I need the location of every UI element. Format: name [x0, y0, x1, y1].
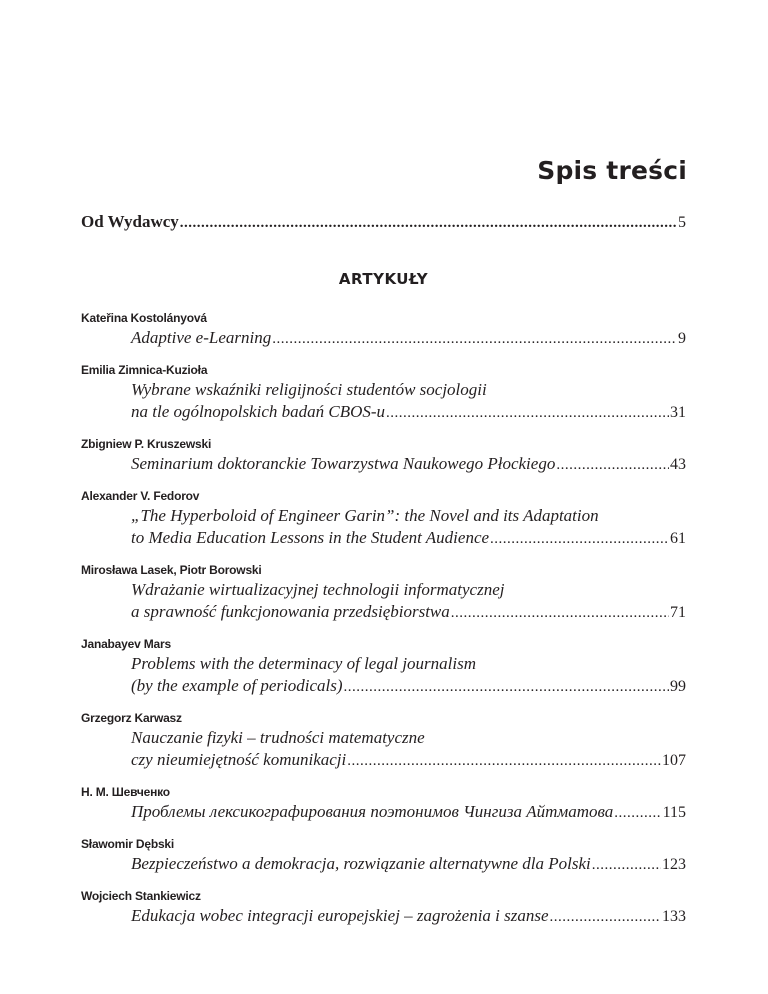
toc-entry[interactable] [81, 835, 686, 876]
toc-title-line: czy nieumiejętność komunikacji [131, 750, 347, 769]
toc-title-last-line [131, 749, 686, 772]
dot-leader [556, 454, 669, 476]
toc-title-line: a sprawność funkcjonowania przedsiębiorstwa [131, 602, 450, 621]
toc-title [131, 505, 686, 550]
toc-title-last-line [131, 853, 686, 876]
page-number: 9 [678, 330, 686, 347]
toc-title [131, 327, 686, 350]
toc-title-line: Adaptive e-Learning [131, 328, 272, 347]
editor-note-entry[interactable] [81, 212, 686, 232]
toc-title-line: Wdrażanie wirtualizacyjnej technologii informatycznej [131, 580, 505, 599]
toc-title-last-line [131, 601, 686, 624]
dot-leader [347, 750, 661, 772]
toc-title-last-line [131, 801, 686, 824]
editor-note-label: Od Wydawcy [81, 212, 179, 231]
page-number: 123 [662, 856, 686, 873]
toc-title-last-line [131, 905, 686, 928]
dot-leader [272, 328, 677, 350]
toc-title [131, 727, 686, 772]
page-number: 107 [662, 752, 686, 769]
toc-author: Н. М. Шевченко [81, 785, 170, 799]
toc-entry[interactable] [81, 487, 686, 550]
toc-entry[interactable] [81, 783, 686, 824]
table-of-contents [81, 309, 686, 939]
page-number: 99 [670, 678, 686, 695]
toc-title-line: Проблемы лексикографирования поэтонимов Чингиза Айтматова [131, 802, 614, 821]
dot-leader [451, 602, 669, 624]
toc-entry[interactable] [81, 887, 686, 928]
toc-entry[interactable] [81, 709, 686, 772]
toc-title [131, 453, 686, 476]
page-number: 31 [670, 404, 686, 421]
toc-title [131, 379, 686, 424]
toc-title [131, 905, 686, 928]
toc-title [131, 653, 686, 698]
dot-leader [180, 215, 677, 232]
toc-title-line: Nauczanie fizyki – trudności matematyczne [131, 728, 425, 747]
toc-author: Zbigniew P. Kruszewski [81, 437, 212, 451]
page-number: 71 [670, 604, 686, 621]
toc-title [131, 801, 686, 824]
toc-title-last-line [131, 453, 686, 476]
page-number: 5 [678, 214, 686, 231]
dot-leader [614, 802, 661, 824]
toc-entry[interactable] [81, 635, 686, 698]
toc-author: Kateřina Kostolányová [81, 311, 207, 325]
toc-title-last-line [131, 675, 686, 698]
page-number: 133 [662, 908, 686, 925]
toc-author: Grzegorz Karwasz [81, 711, 182, 725]
dot-leader [490, 528, 669, 550]
page-title: Spis treści [537, 156, 687, 185]
dot-leader [344, 676, 670, 698]
toc-title-line: Problems with the determinacy of legal journalism [131, 654, 476, 673]
dot-leader [386, 402, 669, 424]
toc-title-line: „The Hyperboloid of Engineer Garin”: the Novel and its Adaptation [131, 506, 599, 525]
toc-title-line: to Media Education Lessons in the Student Audience [131, 528, 490, 547]
toc-entry[interactable] [81, 309, 686, 350]
toc-entry[interactable] [81, 361, 686, 424]
section-heading: ARTYKUŁY [338, 270, 429, 288]
toc-author: Janabayev Mars [81, 637, 171, 651]
toc-author: Alexander V. Fedorov [81, 489, 200, 503]
toc-title-last-line [131, 327, 686, 350]
toc-title-line: Seminarium doktoranckie Towarzystwa Naukowego Płockiego [131, 454, 556, 473]
toc-title-last-line [131, 527, 686, 550]
toc-title-line: (by the example of periodicals) [131, 676, 343, 695]
page-number: 61 [670, 530, 686, 547]
toc-title-line: na tle ogólnopolskich badań CBOS-u [131, 402, 386, 421]
toc-title [131, 853, 686, 876]
toc-title-line: Edukacja wobec integracji europejskiej – zagrożenia i szanse [131, 906, 549, 925]
toc-entry[interactable] [81, 435, 686, 476]
page-number: 43 [670, 456, 686, 473]
toc-entry[interactable] [81, 561, 686, 624]
toc-title-last-line [131, 401, 686, 424]
toc-title-line: Bezpieczeństwo a demokracja, rozwiązanie alternatywne dla Polski [131, 854, 591, 873]
dot-leader [592, 854, 661, 876]
toc-author: Mirosława Lasek, Piotr Borowski [81, 563, 262, 577]
toc-title-line: Wybrane wskaźniki religijności studentów socjologii [131, 380, 487, 399]
page-number: 115 [662, 804, 686, 821]
toc-title [131, 579, 686, 624]
toc-author: Sławomir Dębski [81, 837, 175, 851]
toc-author: Emilia Zimnica-Kuzioła [81, 363, 208, 377]
dot-leader [550, 906, 661, 928]
toc-author: Wojciech Stankiewicz [81, 889, 201, 903]
